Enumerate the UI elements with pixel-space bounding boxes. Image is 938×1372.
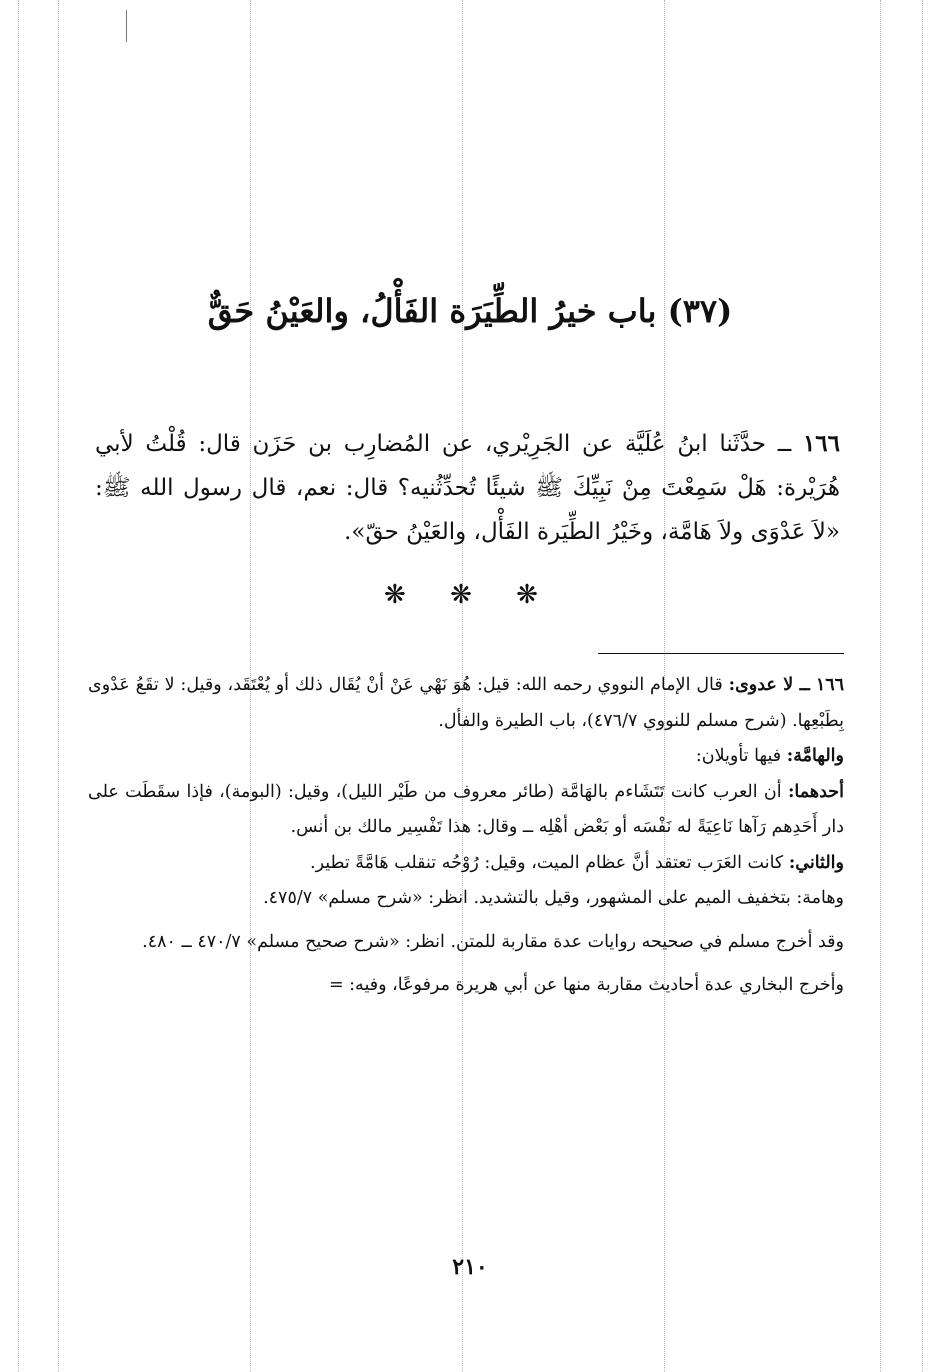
section-separator: ❋ ❋ ❋ [384,580,556,610]
footnote-paragraph [88,668,844,739]
footnotes [88,668,844,1004]
hadith-text: ــ حدَّثَنا ابنُ عُلَيَّة عن الجَرِيْري، عن المُضارِب بن حَزَن قال: قُلْتُ لأبي هُرَيْرة: هَلْ سَمِعْتَ مِنْ نَبِيِّكَ ﷺ شيئًا تُحدِّثُنيه؟ قال: نعم، قال رسول الله ﷺ: «لاَ عَدْوَى ولاَ هَامَّة، وخَيْرُ الطِّيَرة الفَأْل، والعَيْنُ حقّ». [95,431,840,545]
footnote-text: فيها تأويلان: [695,746,782,766]
footnote-term: أحدهما: [787,781,844,802]
footnote-paragraph: وهامة: بتخفيف الميم على المشهور، وقيل بالتشديد. انظر: «شرح مسلم» ٤٧٥/٧. [263,888,844,908]
footnote-term: والهامَّة: [786,746,844,766]
footnote-paragraph [88,775,844,846]
hadith-paragraph [95,422,840,554]
footnote-term: والثاني: [788,852,844,873]
footnote-term: ــ لا عدوى: [728,675,810,695]
footnote-paragraph [88,739,844,775]
footnote-text: قال الإمام النووي رحمه الله: قيل: هُوَ نَهْي عَنْ أنْ يُقَال ذلك أو يُعْتَقَد، وقيل: لا تقَعُ عَدْوى بِطَبْعِها. (شرح مسلم للنووي ٤٧٦/٧)، باب الطيرة والفأل. [88,675,844,731]
footnote-text: كانت العَرَب تعتقد أنَّ عظام الميت، وقيل: رُوْحُه تنقلب هَامَّةً تطير. [310,852,784,873]
footnote-number: ١٦٦ [815,675,845,695]
footnote-text: أن العرب كانت تَتَشَاءم بالهَامَّة (طائر معروف من طَيْر الليل)، وقيل: (البومة)، فإذا سقَطَت على دار أَحَدِهم رَآها نَاعِيَةً له نَفْسَه أو بَعْض أهْلِه ــ وقال: هذا تَفْسِير مالك بن أنس. [88,781,844,837]
footnote-rule [598,653,844,654]
hadith-number: ١٦٦ [802,430,840,457]
chapter-title: (٣٧) باب خيرُ الطِّيَرَة الفَأْلُ، والعَيْنُ حَقٌّ [207,292,733,330]
footnote-paragraph: وقد أخرج مسلم في صحيحه روايات عدة مقاربة للمتن. انظر: «شرح صحيح مسلم» ٤٧٠/٧ ــ ٤٨٠. [142,931,844,952]
hadith-body [95,422,840,554]
footnote-paragraph: وأخرج البخاري عدة أحاديث مقاربة منها عن أبي هريرة مرفوعًا، وفيه: = [328,975,844,995]
page-number: ٢١٠ [452,1254,488,1280]
footnote-paragraph [88,846,844,882]
